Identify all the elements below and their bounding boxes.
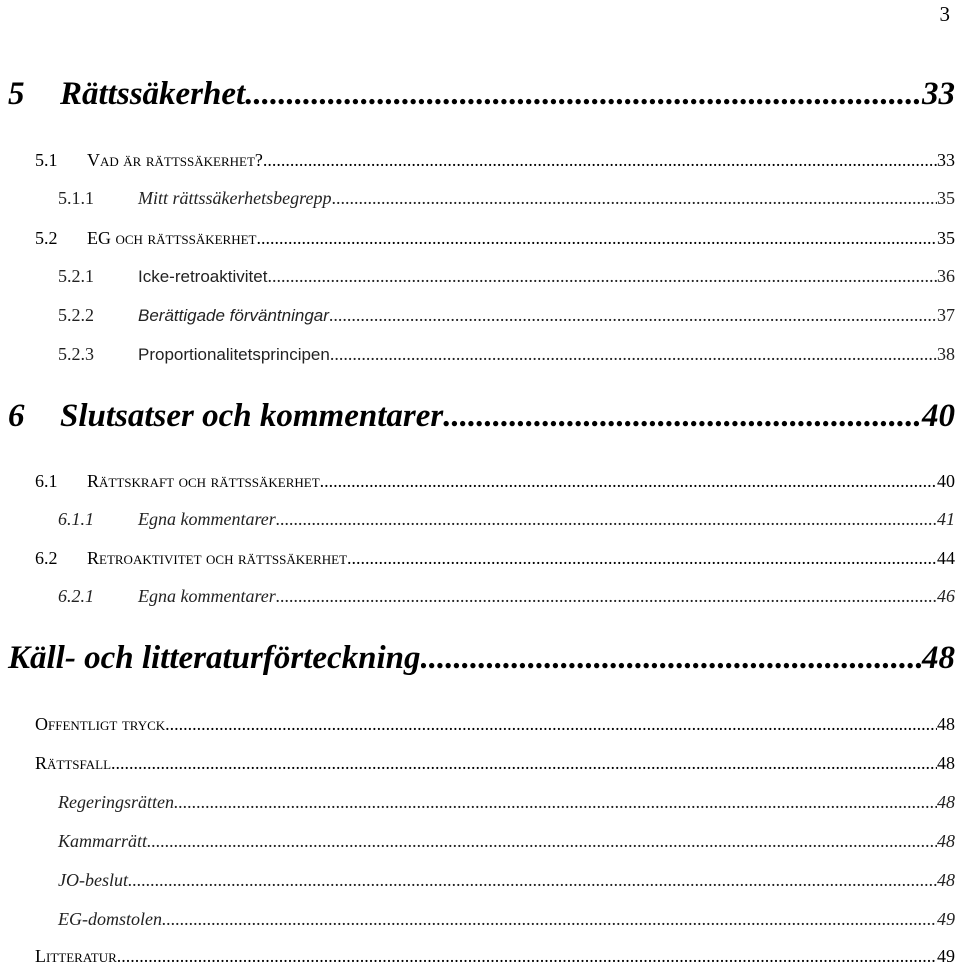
toc-chapter-5[interactable] xyxy=(8,76,955,113)
dot-leader xyxy=(329,305,937,326)
toc-chapter-sources[interactable] xyxy=(8,640,955,677)
dot-leader xyxy=(245,76,922,113)
toc-page: 35 xyxy=(937,228,955,248)
toc-section-6-1[interactable] xyxy=(35,471,955,492)
toc-number: 5.1 xyxy=(35,150,58,170)
toc-section-public-print[interactable] xyxy=(35,714,955,735)
toc-title: Litteratur xyxy=(35,946,117,966)
dot-leader xyxy=(443,398,922,435)
toc-page: 41 xyxy=(937,509,955,529)
toc-section-6-2[interactable] xyxy=(35,548,955,569)
toc-page: 49 xyxy=(937,909,955,929)
toc-number: 5 xyxy=(8,76,25,112)
toc-title: Slutsatser och kommentarer xyxy=(60,398,444,434)
toc-page: 37 xyxy=(937,305,955,325)
toc-page: 38 xyxy=(937,344,955,364)
dot-leader xyxy=(128,870,937,891)
toc-subsection-5-1-1[interactable] xyxy=(58,188,955,209)
toc-page: 33 xyxy=(937,150,955,170)
toc-chapter-6[interactable] xyxy=(8,398,955,435)
dot-leader xyxy=(263,150,937,171)
toc-title: EG och rättssäkerhet xyxy=(87,228,257,248)
toc-page: 48 xyxy=(922,640,955,676)
toc-number: 6.1 xyxy=(35,471,58,491)
toc-title: Käll- och litteraturförteckning xyxy=(8,640,421,676)
toc-number: 5.2 xyxy=(35,228,58,248)
toc-number: 5.2.2 xyxy=(58,305,94,325)
toc-page: 40 xyxy=(922,398,955,434)
toc-title: Rättssäkerhet xyxy=(60,76,246,112)
toc-page: 33 xyxy=(922,76,955,112)
dot-leader xyxy=(165,714,937,735)
toc-page: 48 xyxy=(937,831,955,851)
dot-leader xyxy=(257,228,937,249)
toc-title: Berättigade förväntningar xyxy=(138,306,329,325)
toc-subsection-5-2-2[interactable] xyxy=(58,305,955,326)
toc-page: 40 xyxy=(937,471,955,491)
toc-subsection-jo-beslut[interactable] xyxy=(58,870,955,891)
dot-leader xyxy=(147,831,937,852)
toc-title: Rättsfall xyxy=(35,753,112,773)
toc-title: Vad är rättssäkerhet? xyxy=(87,150,263,170)
toc-section-5-1[interactable] xyxy=(35,150,955,171)
dot-leader xyxy=(276,586,937,607)
dot-leader xyxy=(347,548,937,569)
toc-title: Mitt rättssäkerhetsbegrepp xyxy=(138,188,332,208)
toc-number: 5.2.1 xyxy=(58,266,94,286)
toc-page: 36 xyxy=(937,266,955,286)
dot-leader xyxy=(174,792,937,813)
toc-subsection-regeringsratten[interactable] xyxy=(58,792,955,813)
toc-subsection-kammarratt[interactable] xyxy=(58,831,955,852)
toc-page: 48 xyxy=(937,753,955,773)
toc-title: Icke-retroaktivitet xyxy=(138,267,268,286)
toc-title: EG-domstolen xyxy=(58,909,162,929)
dot-leader xyxy=(267,266,937,287)
page-number: 3 xyxy=(939,2,950,26)
toc-title: Rättskraft och rättssäkerhet xyxy=(87,471,320,491)
dot-leader xyxy=(111,753,937,774)
toc-title: JO-beslut xyxy=(58,870,128,890)
dot-leader xyxy=(162,909,937,930)
toc-number: 5.2.3 xyxy=(58,344,94,364)
toc-title: Regeringsrätten xyxy=(58,792,174,812)
toc-page: 46 xyxy=(937,586,955,606)
toc-number: 5.1.1 xyxy=(58,188,94,208)
toc-section-litteratur[interactable] xyxy=(35,946,955,967)
toc-number: 6.2 xyxy=(35,548,58,568)
toc-subsection-6-2-1[interactable] xyxy=(58,586,955,607)
toc-page: 48 xyxy=(937,714,955,734)
toc-title: Egna kommentarer xyxy=(138,509,276,529)
toc-page: 35 xyxy=(937,188,955,208)
dot-leader xyxy=(117,946,937,967)
toc-title: Egna kommentarer xyxy=(138,586,276,606)
toc-subsection-5-2-1[interactable] xyxy=(58,266,955,287)
toc-page: 44 xyxy=(937,548,955,568)
dot-leader xyxy=(331,188,937,209)
toc-subsection-5-2-3[interactable] xyxy=(58,344,955,365)
toc-subsection-6-1-1[interactable] xyxy=(58,509,955,530)
toc-title: Offentligt tryck xyxy=(35,714,166,734)
toc-section-5-2[interactable] xyxy=(35,228,955,249)
toc-subsection-eg-domstolen[interactable] xyxy=(58,909,955,930)
toc-page: 48 xyxy=(937,792,955,812)
toc-title: Retroaktivitet och rättssäkerhet xyxy=(87,548,348,568)
dot-leader xyxy=(276,509,937,530)
toc-page: 48 xyxy=(937,870,955,890)
toc-page: 49 xyxy=(937,946,955,966)
dot-leader xyxy=(421,640,922,677)
toc-number: 6.1.1 xyxy=(58,509,94,529)
toc-title: Proportionalitetsprincipen xyxy=(138,345,330,364)
dot-leader xyxy=(320,471,937,492)
dot-leader xyxy=(330,344,937,365)
toc-title: Kammarrätt xyxy=(58,831,148,851)
toc-section-case-law[interactable] xyxy=(35,753,955,774)
toc-number: 6 xyxy=(8,398,25,434)
toc-number: 6.2.1 xyxy=(58,586,94,606)
